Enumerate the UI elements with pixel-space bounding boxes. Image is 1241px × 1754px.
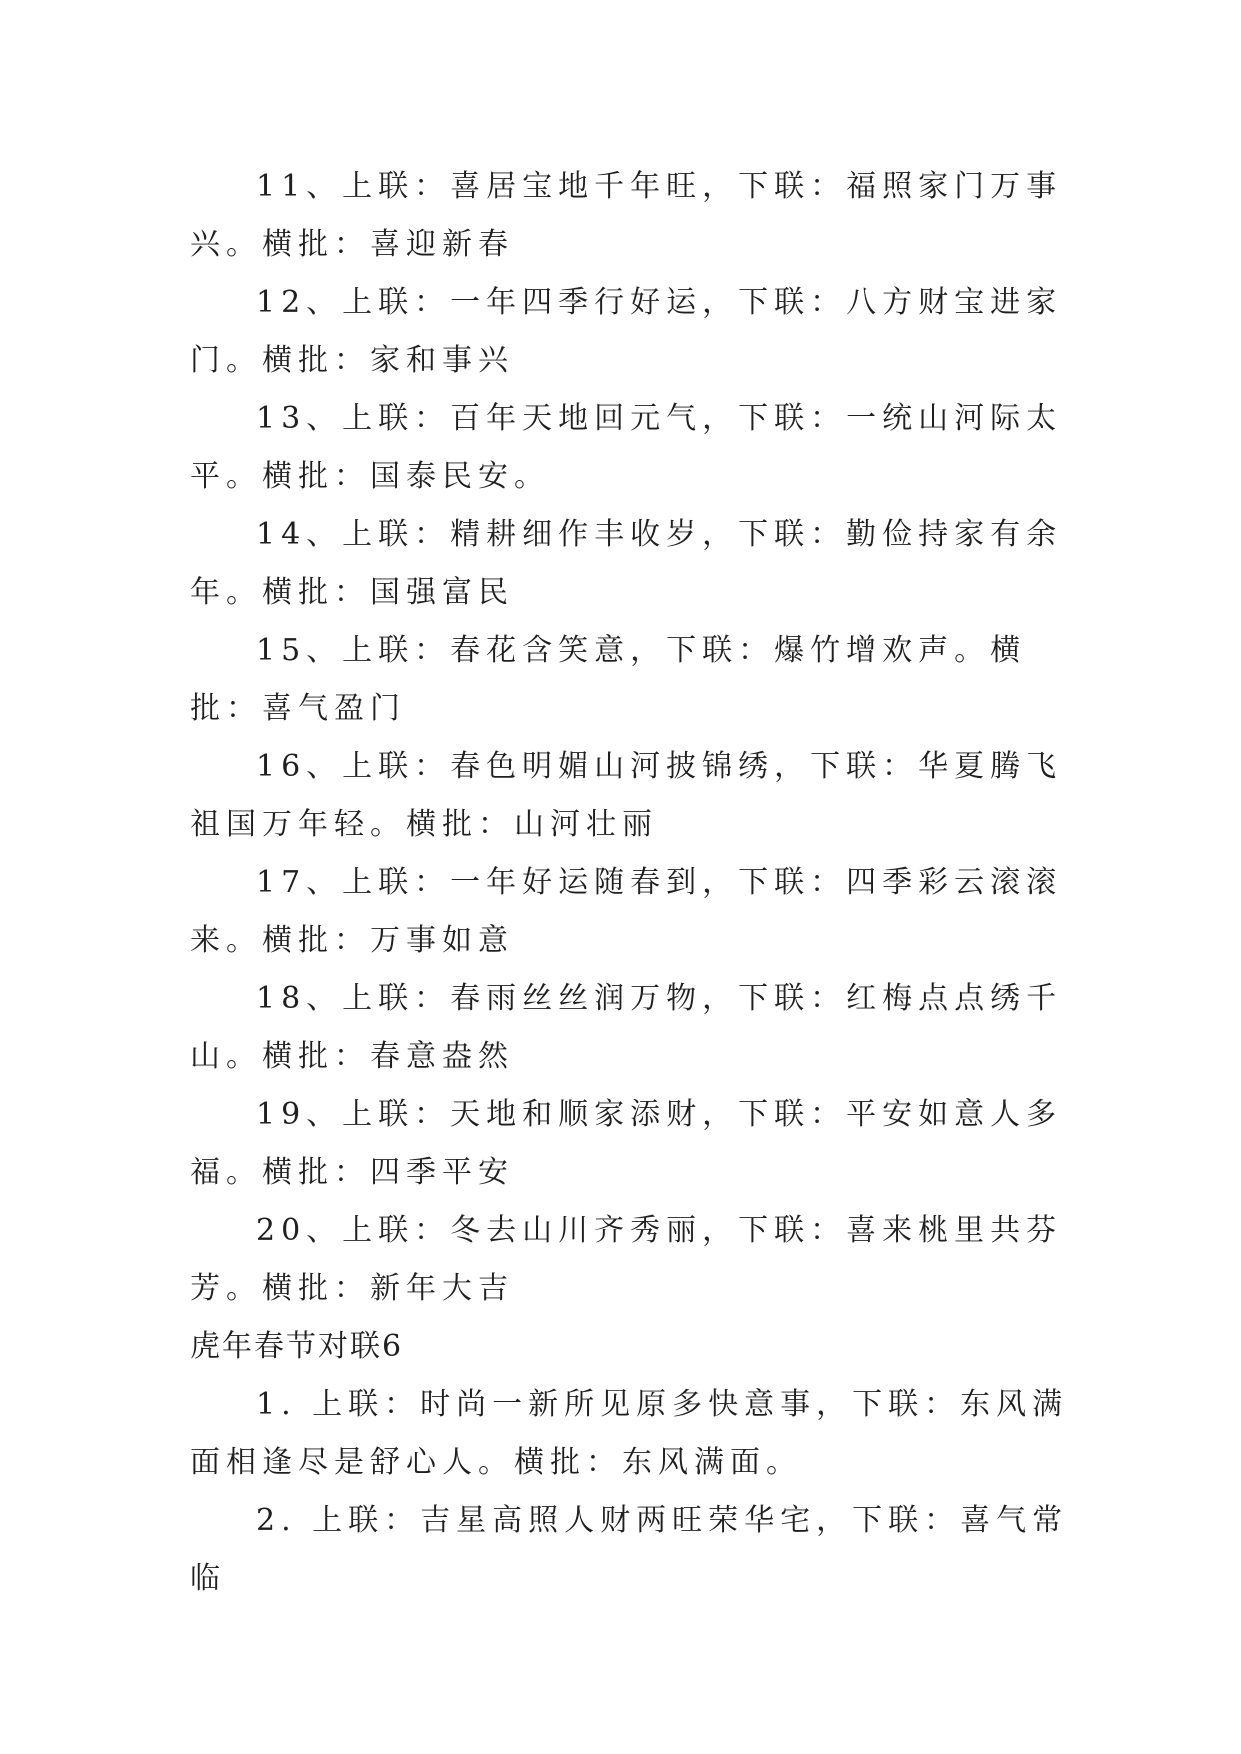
couplet-paragraph-15: 15、上联：春花含笑意，下联：爆竹增欢声。横批：喜气盈门 [190, 633, 1027, 726]
couplet-paragraph-16: 16、上联：春色明媚山河披锦绣，下联：华夏腾飞祖国万年轻。横批：山河壮丽 [190, 749, 1063, 842]
couplet-paragraph-6-1: 1. 上联：时尚一新所见原多快意事，下联：东风满面相逢尽是舒心人。横批：东风满面。 [190, 1387, 1069, 1480]
couplet-paragraph-13: 13、上联：百年天地回元气，下联：一统山河际太平。横批：国泰民安。 [190, 401, 1063, 494]
couplet-paragraph-17: 17、上联：一年好运随春到，下联：四季彩云滚滚来。横批：万事如意 [190, 865, 1063, 958]
document-body [190, 158, 1080, 1608]
couplet-paragraph-18: 18、上联：春雨丝丝润万物，下联：红梅点点绣千山。横批：春意盎然 [190, 981, 1063, 1074]
couplet-paragraph-12: 12、上联：一年四季行好运，下联：八方财宝进家门。横批：家和事兴 [190, 285, 1063, 378]
couplet-paragraph-20: 20、上联：冬去山川齐秀丽，下联：喜来桃里共芬芳。横批：新年大吉 [190, 1213, 1063, 1306]
couplet-paragraph-6-2: 2. 上联：吉星高照人财两旺荣华宅，下联：喜气常临 [190, 1503, 1069, 1596]
section-heading: 虎年春节对联6 [190, 1329, 404, 1364]
couplet-paragraph-11: 11、上联：喜居宝地千年旺，下联：福照家门万事兴。横批：喜迎新春 [190, 169, 1063, 262]
couplet-paragraph-19: 19、上联：天地和顺家添财，下联：平安如意人多福。横批：四季平安 [190, 1097, 1063, 1190]
couplet-paragraph-14: 14、上联：精耕细作丰收岁，下联：勤俭持家有余年。横批：国强富民 [190, 517, 1063, 610]
